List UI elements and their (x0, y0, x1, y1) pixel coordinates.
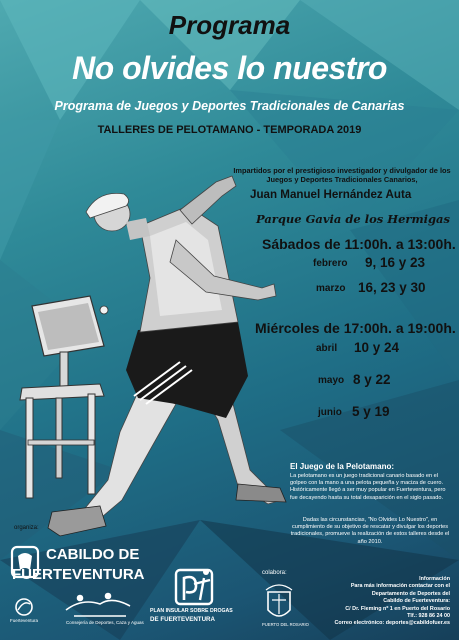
month-abril: abril (316, 343, 338, 354)
days-junio: 5 y 19 (352, 404, 390, 419)
cabildo-line-2: FUERTEVENTURA (12, 566, 145, 583)
colabora-label: colabora: (262, 570, 287, 576)
consejeria-label: Consejería de Deportes, Caza y Aguas (66, 620, 144, 625)
contact-line-2: Departamento de Deportes del (371, 590, 450, 597)
instructor-name: Juan Manuel Hernández Auta (250, 188, 412, 201)
consejeria-sports-icon (66, 594, 130, 617)
days-febrero: 9, 16 y 23 (365, 255, 426, 270)
contact-heading: Información (419, 576, 450, 582)
saturdays-label: Sábados de 11:00h. a 13:00h. (262, 236, 456, 252)
ayuntamiento-shield-icon (266, 585, 292, 616)
contact-block (300, 576, 450, 628)
venue: Parque Gavia de los Hermigas (256, 212, 450, 226)
about-paragraph-1: La pelotamano es un juego tradicional canario basado en el golpeo con la mano a una pelota pequeña y maciza de cuero. Históricamente llegó a ser muy popular en Fuerteventura, pero fue decayendo hasta su total desaparición en el siglo pasado. (290, 473, 446, 501)
wednesdays-label: Miércoles de 17:00h. a 19:00h. (255, 320, 456, 336)
plan-label-2: DE FUERTEVENTURA (150, 616, 215, 623)
days-marzo: 16, 23 y 30 (358, 280, 426, 295)
subtitle: Programa de Juegos y Deportes Tradicionales de Canarias (54, 99, 405, 113)
month-mayo: mayo (318, 375, 345, 386)
organiza-label: organiza: (14, 525, 39, 531)
ayuntamiento-label: PUERTO DEL ROSARIO (262, 622, 309, 627)
headline: No olvides lo nuestro (72, 50, 387, 86)
about-paragraph-2: Dadas las circunstancias, "No Olvides Lo Nuestro", en cumplimiento de su objetivo de rescatar y divulgar los deportes tradicionales, promueve la realización de estos talleres desde el año 2010. (290, 517, 450, 545)
workshop-title: TALLERES DE PELOTAMANO - TEMPORADA 2019 (97, 124, 362, 136)
about-heading: El Juego de la Pelotamano: (290, 462, 395, 471)
contact-line-1: Para más información contactar con el (350, 583, 450, 590)
instructor-intro: Impartidos por el prestigioso investigador y divulgador de los Juegos y Deportes Tradicionales Canarios, (233, 166, 451, 184)
contact-address: C/ Dr. Fleming nº 1 en Puerto del Rosario (345, 605, 450, 612)
month-febrero: febrero (313, 258, 348, 269)
title: Programa (168, 10, 291, 40)
contact-phone: Tlf.: 928 86 24 00 (407, 613, 450, 620)
plan-drogas-icon (176, 569, 212, 604)
days-abril: 10 y 24 (354, 340, 400, 355)
days-mayo: 8 y 22 (353, 372, 391, 387)
contact-line-3: Cabildo de Fuerteventura: (383, 598, 450, 605)
fuerteventura-label: Fuerteventura (10, 618, 39, 623)
month-junio: junio (318, 407, 342, 418)
contact-email[interactable]: Correo electrónico: deportes@cabildofuer.es (334, 620, 450, 627)
month-marzo: marzo (316, 283, 346, 294)
cabildo-line-1: CABILDO DE (46, 546, 140, 563)
plan-label-1: PLAN INSULAR SOBRE DROGAS (150, 608, 233, 614)
fuerteventura-icon (16, 599, 32, 615)
